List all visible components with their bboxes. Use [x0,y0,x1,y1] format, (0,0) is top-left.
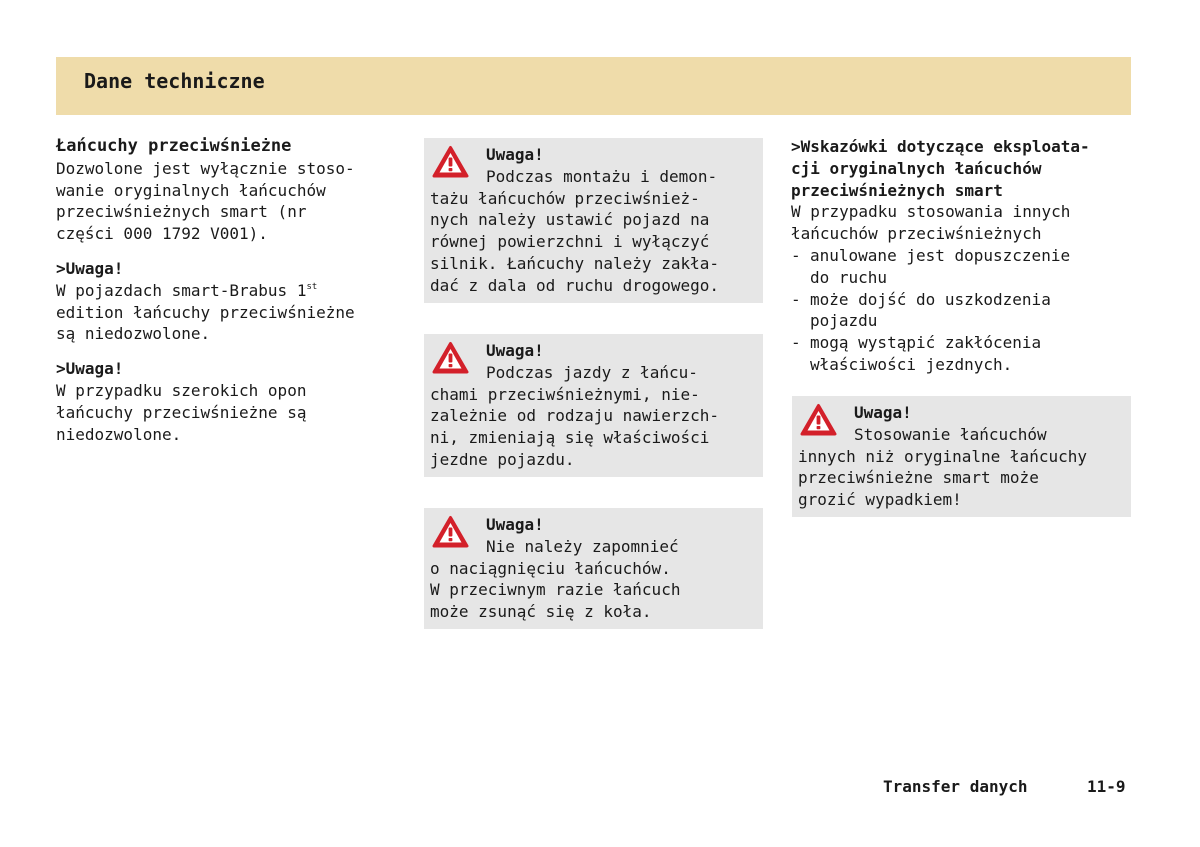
list-item-text: do ruchu [810,267,888,287]
warning-line: o naciągnięciu łańcuchów. [430,558,671,578]
warning-triangle-icon [800,403,837,436]
page-number: 11-9 [1087,777,1126,796]
warning-triangle-icon [432,515,469,548]
section-heading: Łańcuchy przeciwśnieżne [56,136,292,156]
footer-section-title: Transfer danych [883,777,1028,796]
list-item-text: pojazdu [810,311,878,331]
list-item [791,245,1131,289]
note-line [56,280,406,302]
warning-line: Nie należy zapomnieć [486,536,679,556]
right-column [791,136,1131,376]
warning-line: ni, zmieniają się właściwości [430,428,710,448]
left-column [56,136,406,445]
intro-line: wanie oryginalnych łańcuchów [56,180,326,200]
intro-line: przeciwśnieżnych smart (nr [56,202,307,222]
list-dash: - [791,289,801,309]
list-item-text: mogą wystąpić zakłócenia [810,333,1042,353]
note-line: edition łańcuchy przeciwśnieżne [56,302,355,322]
list-item-text: właściwości jezdnych. [810,354,1013,374]
warning-line: nych należy ustawić pojazd na [430,210,710,230]
warning-line: chami przeciwśnieżnymi, nie- [430,384,700,404]
superscript: st [306,281,318,292]
section-heading: cji oryginalnych łańcuchów [791,158,1042,178]
intro-line: łańcuchów przeciwśnieżnych [791,224,1042,244]
list-item-text: anulowane jest dopuszczenie [810,245,1071,265]
page-title: Dane techniczne [84,69,265,93]
warning-line: tażu łańcuchów przeciwśnież- [430,188,700,208]
list-item [791,289,1131,333]
warning-line: Stosowanie łańcuchów [854,424,1047,444]
header-band [56,57,1131,115]
intro-line: W przypadku stosowania innych [791,202,1071,222]
warning-title: Uwaga! [854,403,912,422]
note-line: niedozwolone. [56,424,182,444]
warning-line: Podczas montażu i demon- [486,166,718,186]
warning-triangle-icon [432,341,469,374]
warning-title: Uwaga! [486,515,544,534]
warning-box [424,138,763,303]
warning-title: Uwaga! [486,341,544,360]
warning-triangle-icon [432,145,469,178]
note-heading: >Uwaga! [56,258,124,278]
list-item-text: może dojść do uszkodzenia [810,289,1051,309]
warning-line: grozić wypadkiem! [798,490,962,510]
section-heading: przeciwśnieżnych smart [791,180,1003,200]
note-line: są niedozwolone. [56,324,211,344]
warning-line: zależnie od rodzaju nawierzch- [430,406,719,426]
warning-line: silnik. Łańcuchy należy zakła- [430,253,719,273]
warning-box [792,396,1131,517]
warning-line: W przeciwnym razie łańcuch [430,580,681,600]
warning-line: jezdne pojazdu. [430,449,575,469]
note-line: W przypadku szerokich opon [56,380,307,400]
warning-line: innych niż oryginalne łańcuchy [798,446,1087,466]
list-item [791,332,1131,376]
intro-line: części 000 1792 V001). [56,224,268,244]
section-heading: >Wskazówki dotyczące eksploata- [791,137,1090,156]
list-dash: - [791,245,801,265]
note-line: łańcuchy przeciwśnieżne są [56,402,307,422]
warning-title: Uwaga! [486,145,544,164]
warning-line: może zsunąć się z koła. [430,602,652,622]
warning-line: Podczas jazdy z łańcu- [486,362,698,382]
warning-box [424,334,763,477]
warning-line: dać z dala od ruchu drogowego. [430,275,719,295]
warning-line: przeciwśnieżne smart może [798,468,1039,488]
note-line-text: W pojazdach smart-Brabus 1 [56,280,307,300]
warning-box [424,508,763,629]
warning-line: równej powierzchni i wyłączyć [430,232,710,252]
note-heading: >Uwaga! [56,359,124,379]
list-dash: - [791,333,801,353]
intro-line: Dozwolone jest wyłącznie stoso- [56,158,355,178]
